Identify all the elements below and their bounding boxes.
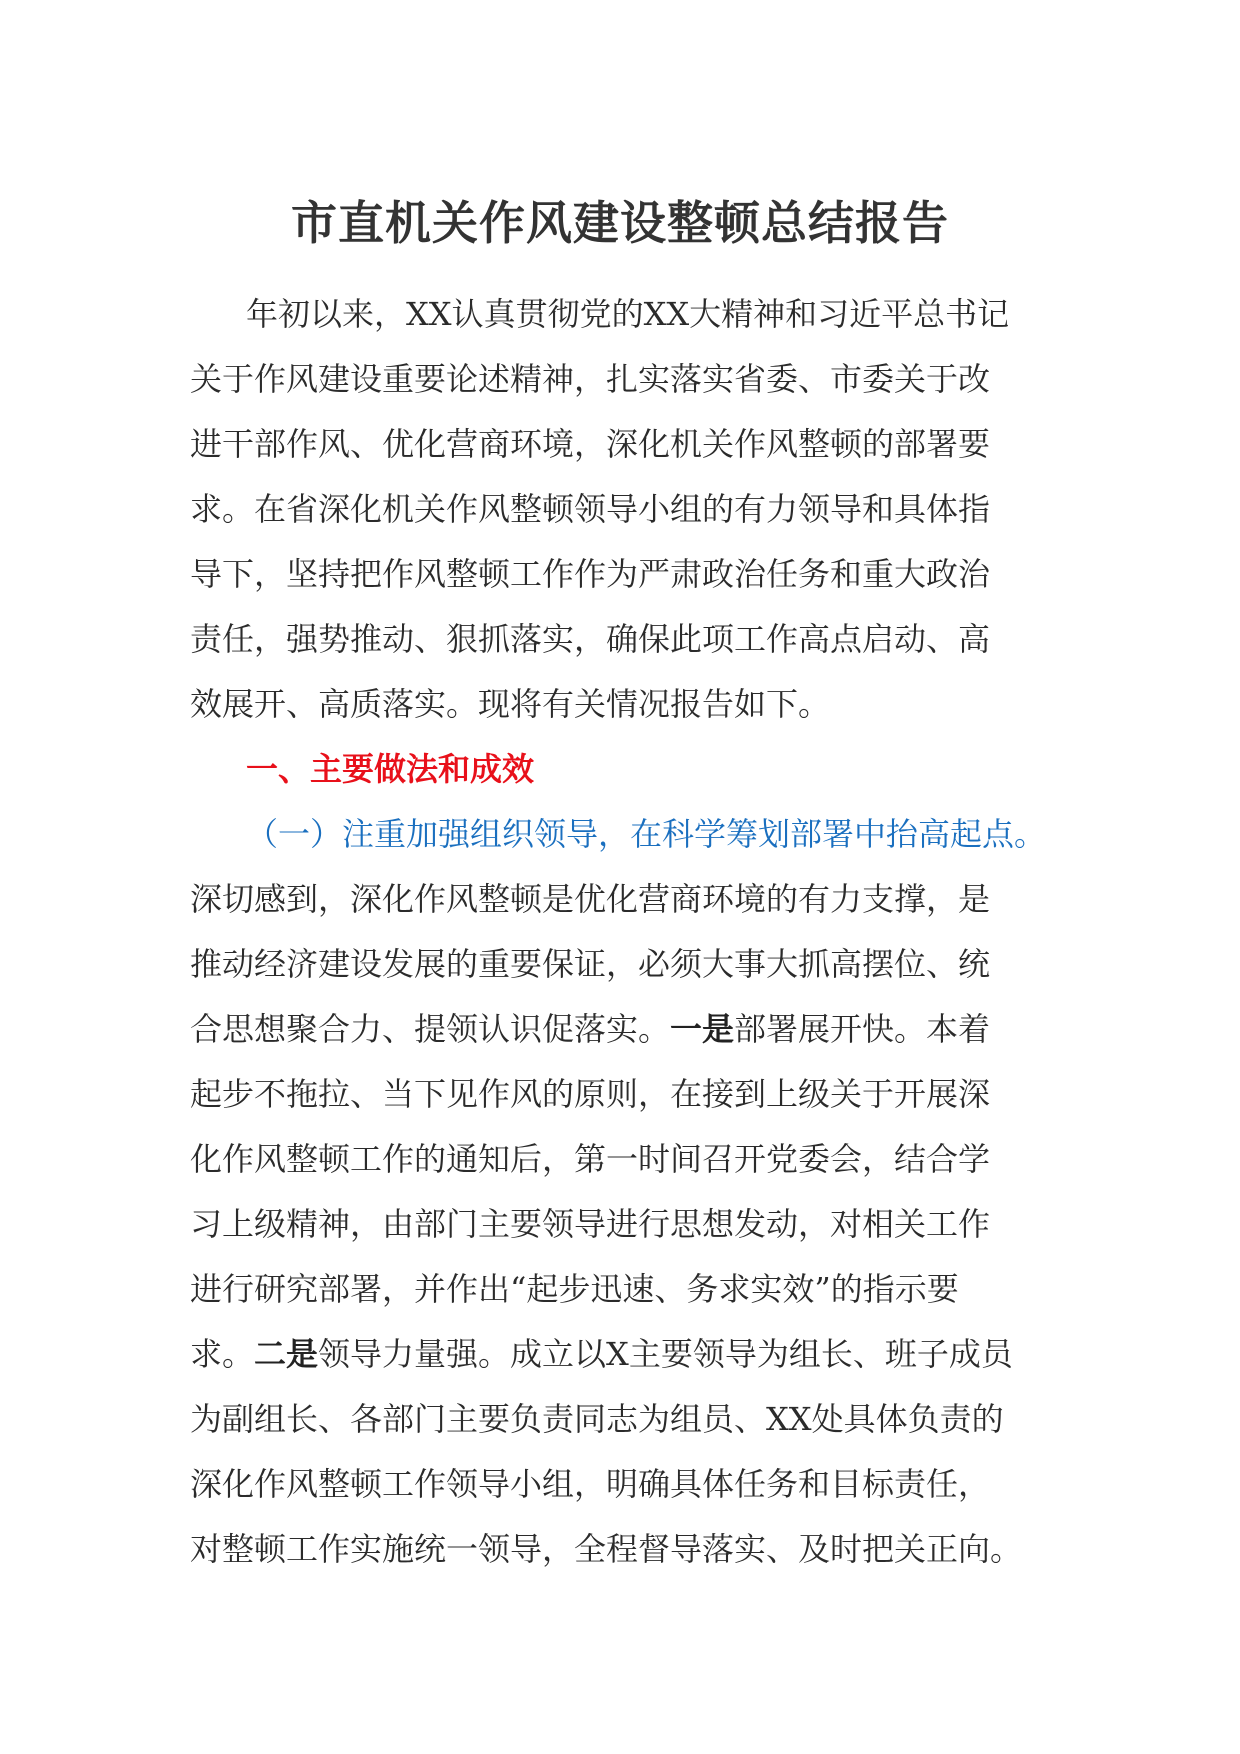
paragraph-text: 部署展开快。本着 (734, 1010, 991, 1048)
paragraph-line: 深化作风整顿工作领导小组，明确具体任务和目标责任， (190, 1465, 991, 1503)
paragraph-line: 推动经济建设发展的重要保证，必须大事大抓高摆位、统 (190, 945, 991, 983)
subsection-heading: （一）注重加强组织领导，在科学筹划部署中抬高起点。 (246, 815, 1047, 853)
paragraph-line: 起步不拖拉、当下见作风的原则，在接到上级关于开展深 (190, 1075, 991, 1113)
paragraph-line (190, 1322, 1050, 1387)
intro-line: 求。在省深化机关作风整顿领导小组的有力领导和具体指 (190, 490, 991, 528)
emphasis-label: 一是 (670, 1010, 735, 1048)
intro-line: 进干部作风、优化营商环境，深化机关作风整顿的部署要 (190, 425, 991, 463)
paragraph-line: 习上级精神，由部门主要领导进行思想发动，对相关工作 (190, 1205, 991, 1243)
document-body (190, 282, 1050, 1582)
paragraph-line: 化作风整顿工作的通知后，第一时间召开党委会，结合学 (190, 1140, 991, 1178)
intro-line: 责任，强势推动、狠抓落实，确保此项工作高点启动、高 (190, 620, 991, 658)
paragraph-line: 对整顿工作实施统一领导，全程督导落实、及时把关正向。 (190, 1530, 1023, 1568)
emphasis-label: 二是 (254, 1335, 319, 1373)
document-title: 市直机关作风建设整顿总结报告 (291, 196, 949, 250)
paragraph-line (190, 997, 1050, 1062)
intro-line: 导下，坚持把作风整顿工作作为严肃政治任务和重大政治 (190, 555, 991, 593)
intro-line: 年初以来，XX认真贯彻党的XX大精神和习近平总书记 (246, 295, 1010, 333)
section-heading: 一、主要做法和成效 (246, 750, 535, 788)
paragraph-text: 合思想聚合力、提领认识促落实。 (190, 1010, 671, 1048)
intro-line: 效展开、高质落实。现将有关情况报告如下。 (190, 685, 831, 723)
intro-line: 关于作风建设重要论述精神，扎实落实省委、市委关于改 (190, 360, 991, 398)
paragraph-line: 深切感到，深化作风整顿是优化营商环境的有力支撑，是 (190, 880, 991, 918)
paragraph-text: 求。 (190, 1335, 255, 1373)
paragraph-line: 进行研究部署，并作出“起步迅速、务求实效”的指示要 (190, 1270, 959, 1308)
paragraph-text: 领导力量强。成立以X主要领导为组长、班子成员 (318, 1335, 1013, 1373)
paragraph-line: 为副组长、各部门主要负责同志为组员、XX处具体负责的 (190, 1400, 1004, 1438)
